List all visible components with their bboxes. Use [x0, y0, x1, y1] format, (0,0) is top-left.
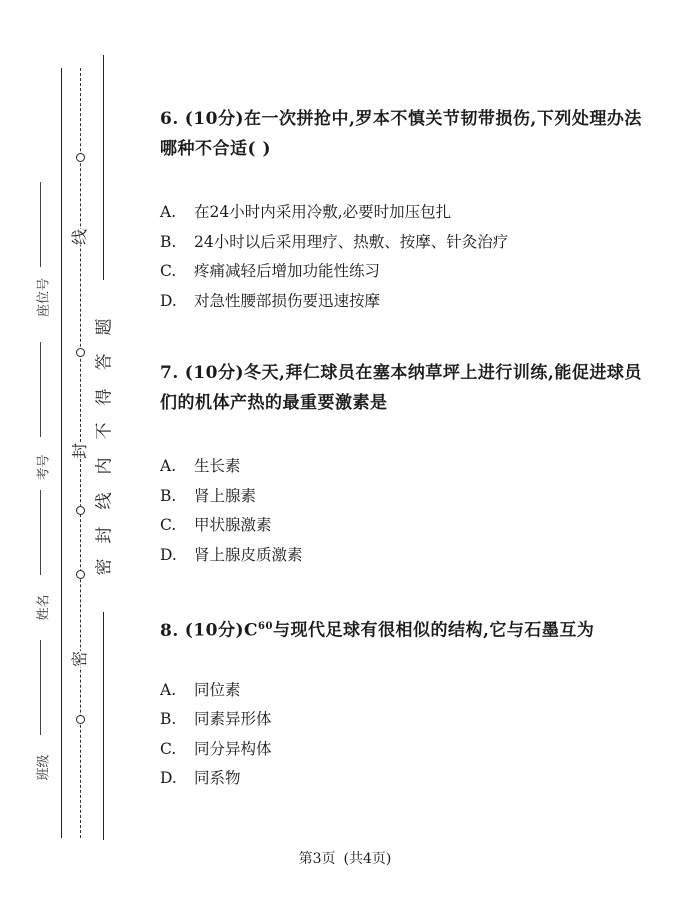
question-stem	[160, 104, 650, 164]
inner-line-top	[103, 55, 104, 280]
option-a[interactable]: A. 生长素	[160, 457, 241, 475]
exam-number-line[interactable]	[40, 342, 41, 437]
option-list	[160, 452, 650, 570]
notice-char: 题	[94, 318, 115, 336]
seal-char-mi: 密	[70, 650, 90, 668]
option-a[interactable]: A. 在24小时内采用冷敷,必要时加压包扎	[160, 203, 452, 221]
option-b[interactable]: B. 肾上腺素	[160, 486, 257, 505]
notice-char: 得	[94, 388, 115, 406]
option-d[interactable]: D. 对急性腰部损伤要迅速按摩	[160, 291, 381, 310]
exam-number-label: 考号	[36, 454, 52, 481]
superscript-60: 60	[258, 621, 273, 632]
notice-char: 答	[94, 353, 115, 371]
binding-hole-icon	[76, 348, 85, 357]
question-stem	[160, 358, 650, 418]
option-b[interactable]: B. 24小时以后采用理疗、热敷、按摩、针灸治疗	[160, 232, 509, 251]
question-6	[160, 104, 650, 316]
class-line[interactable]	[40, 640, 41, 735]
seal-char-xian: 线	[70, 228, 90, 246]
question-text: (10分)在一次拼抢中,罗本不慎关节韧带损伤,下列处理办法哪种不合适( )	[160, 109, 642, 159]
option-list	[160, 198, 650, 316]
notice-char: 封	[94, 526, 115, 544]
question-8	[160, 612, 650, 794]
option-c[interactable]: C. 疼痛减轻后增加功能性练习	[160, 262, 381, 280]
binding-outer-line	[61, 68, 62, 838]
question-text-suffix: 与现代足球有很相似的结构,它与石墨互为	[272, 620, 595, 641]
option-list	[160, 676, 650, 794]
binding-margin	[0, 0, 120, 904]
binding-hole-icon	[76, 715, 85, 724]
name-line[interactable]	[40, 490, 41, 575]
option-d[interactable]: D. 肾上腺皮质激素	[160, 545, 303, 564]
seal-char-feng: 封	[70, 442, 90, 460]
question-7	[160, 358, 650, 570]
option-b[interactable]: B. 同素异形体	[160, 710, 272, 729]
notice-char: 密	[94, 558, 115, 576]
question-number: 6.	[160, 109, 179, 129]
question-number: 7.	[160, 363, 179, 383]
question-text-prefix: (10分)C	[184, 620, 259, 641]
page-number: 第3页	[298, 851, 336, 867]
option-c[interactable]: C. 甲状腺激素	[160, 516, 272, 534]
question-stem	[160, 612, 650, 646]
page-total: (共4页)	[343, 851, 392, 867]
notice-char: 不	[94, 422, 115, 440]
seat-number-line[interactable]	[40, 182, 41, 267]
binding-hole-icon	[76, 153, 85, 162]
option-d[interactable]: D. 同系物	[160, 769, 241, 788]
binding-hole-icon	[76, 570, 85, 579]
option-a[interactable]: A. 同位素	[160, 680, 241, 699]
option-c[interactable]: C. 同分异构体	[160, 739, 272, 758]
binding-hole-icon	[76, 506, 85, 515]
question-text: (10分)冬天,拜仁球员在塞本纳草坪上进行训练,能促进球员们的机体产热的最重要激素是	[160, 363, 642, 413]
page-footer	[0, 848, 690, 868]
notice-char: 内	[94, 457, 115, 475]
question-number: 8.	[160, 620, 179, 641]
inner-line-bottom	[103, 612, 104, 840]
class-label: 班级	[36, 754, 52, 781]
notice-char: 线	[94, 492, 115, 510]
seat-number-label: 座位号	[36, 278, 52, 318]
name-label: 姓名	[36, 594, 52, 621]
